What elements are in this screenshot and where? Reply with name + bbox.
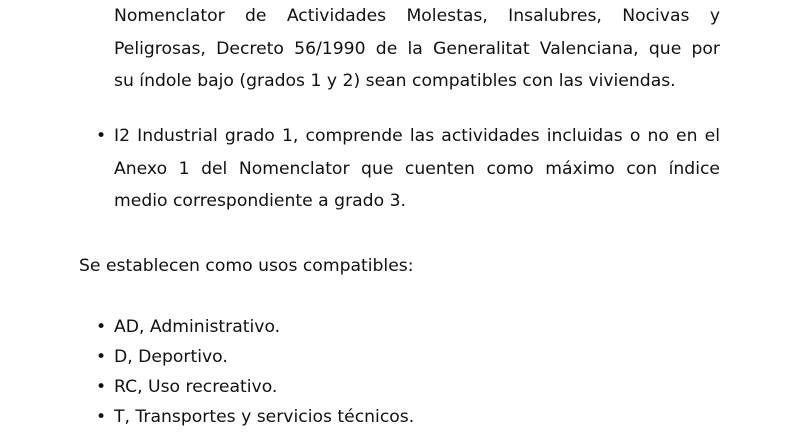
bullet-marker: • [96, 407, 107, 427]
list-item [96, 371, 277, 404]
bullet-marker: • [96, 317, 107, 337]
list-item [96, 401, 414, 434]
fragment-line: Nomenclator de Actividades Molestas, Insalubres, Nocivas y [114, 6, 720, 26]
list-item-text: RC, Uso recreativo. [114, 377, 278, 397]
list-item [96, 311, 280, 344]
bullet-i2-line: medio correspondiente a grado 3. [114, 191, 406, 211]
fragment-line: Peligrosas, Decreto 56/1990 de la Generalitat Valenciana, que por [114, 38, 720, 59]
list-item [96, 341, 228, 374]
list-item-text: AD, Administrativo. [114, 317, 281, 337]
intro-paragraph: Se establecen como usos compatibles: [79, 256, 414, 276]
bullet-i2-line: Anexo 1 del Nomenclator que cuenten como máximo con índice [114, 158, 720, 179]
bullet-marker: • [96, 377, 107, 397]
bullet-i2-paragraph [114, 120, 720, 218]
fragment-paragraph [114, 0, 720, 98]
list-item-text: T, Transportes y servicios técnicos. [114, 407, 415, 427]
bullet-i2-line: I2 Industrial grado 1, comprende las actividades incluidas o no en el [114, 126, 720, 146]
list-item-text: D, Deportivo. [114, 347, 228, 367]
bullet-marker: • [96, 347, 107, 367]
bullet-marker: • [96, 126, 107, 146]
fragment-line: su índole bajo (grados 1 y 2) sean compatibles con las viviendas. [114, 71, 676, 91]
